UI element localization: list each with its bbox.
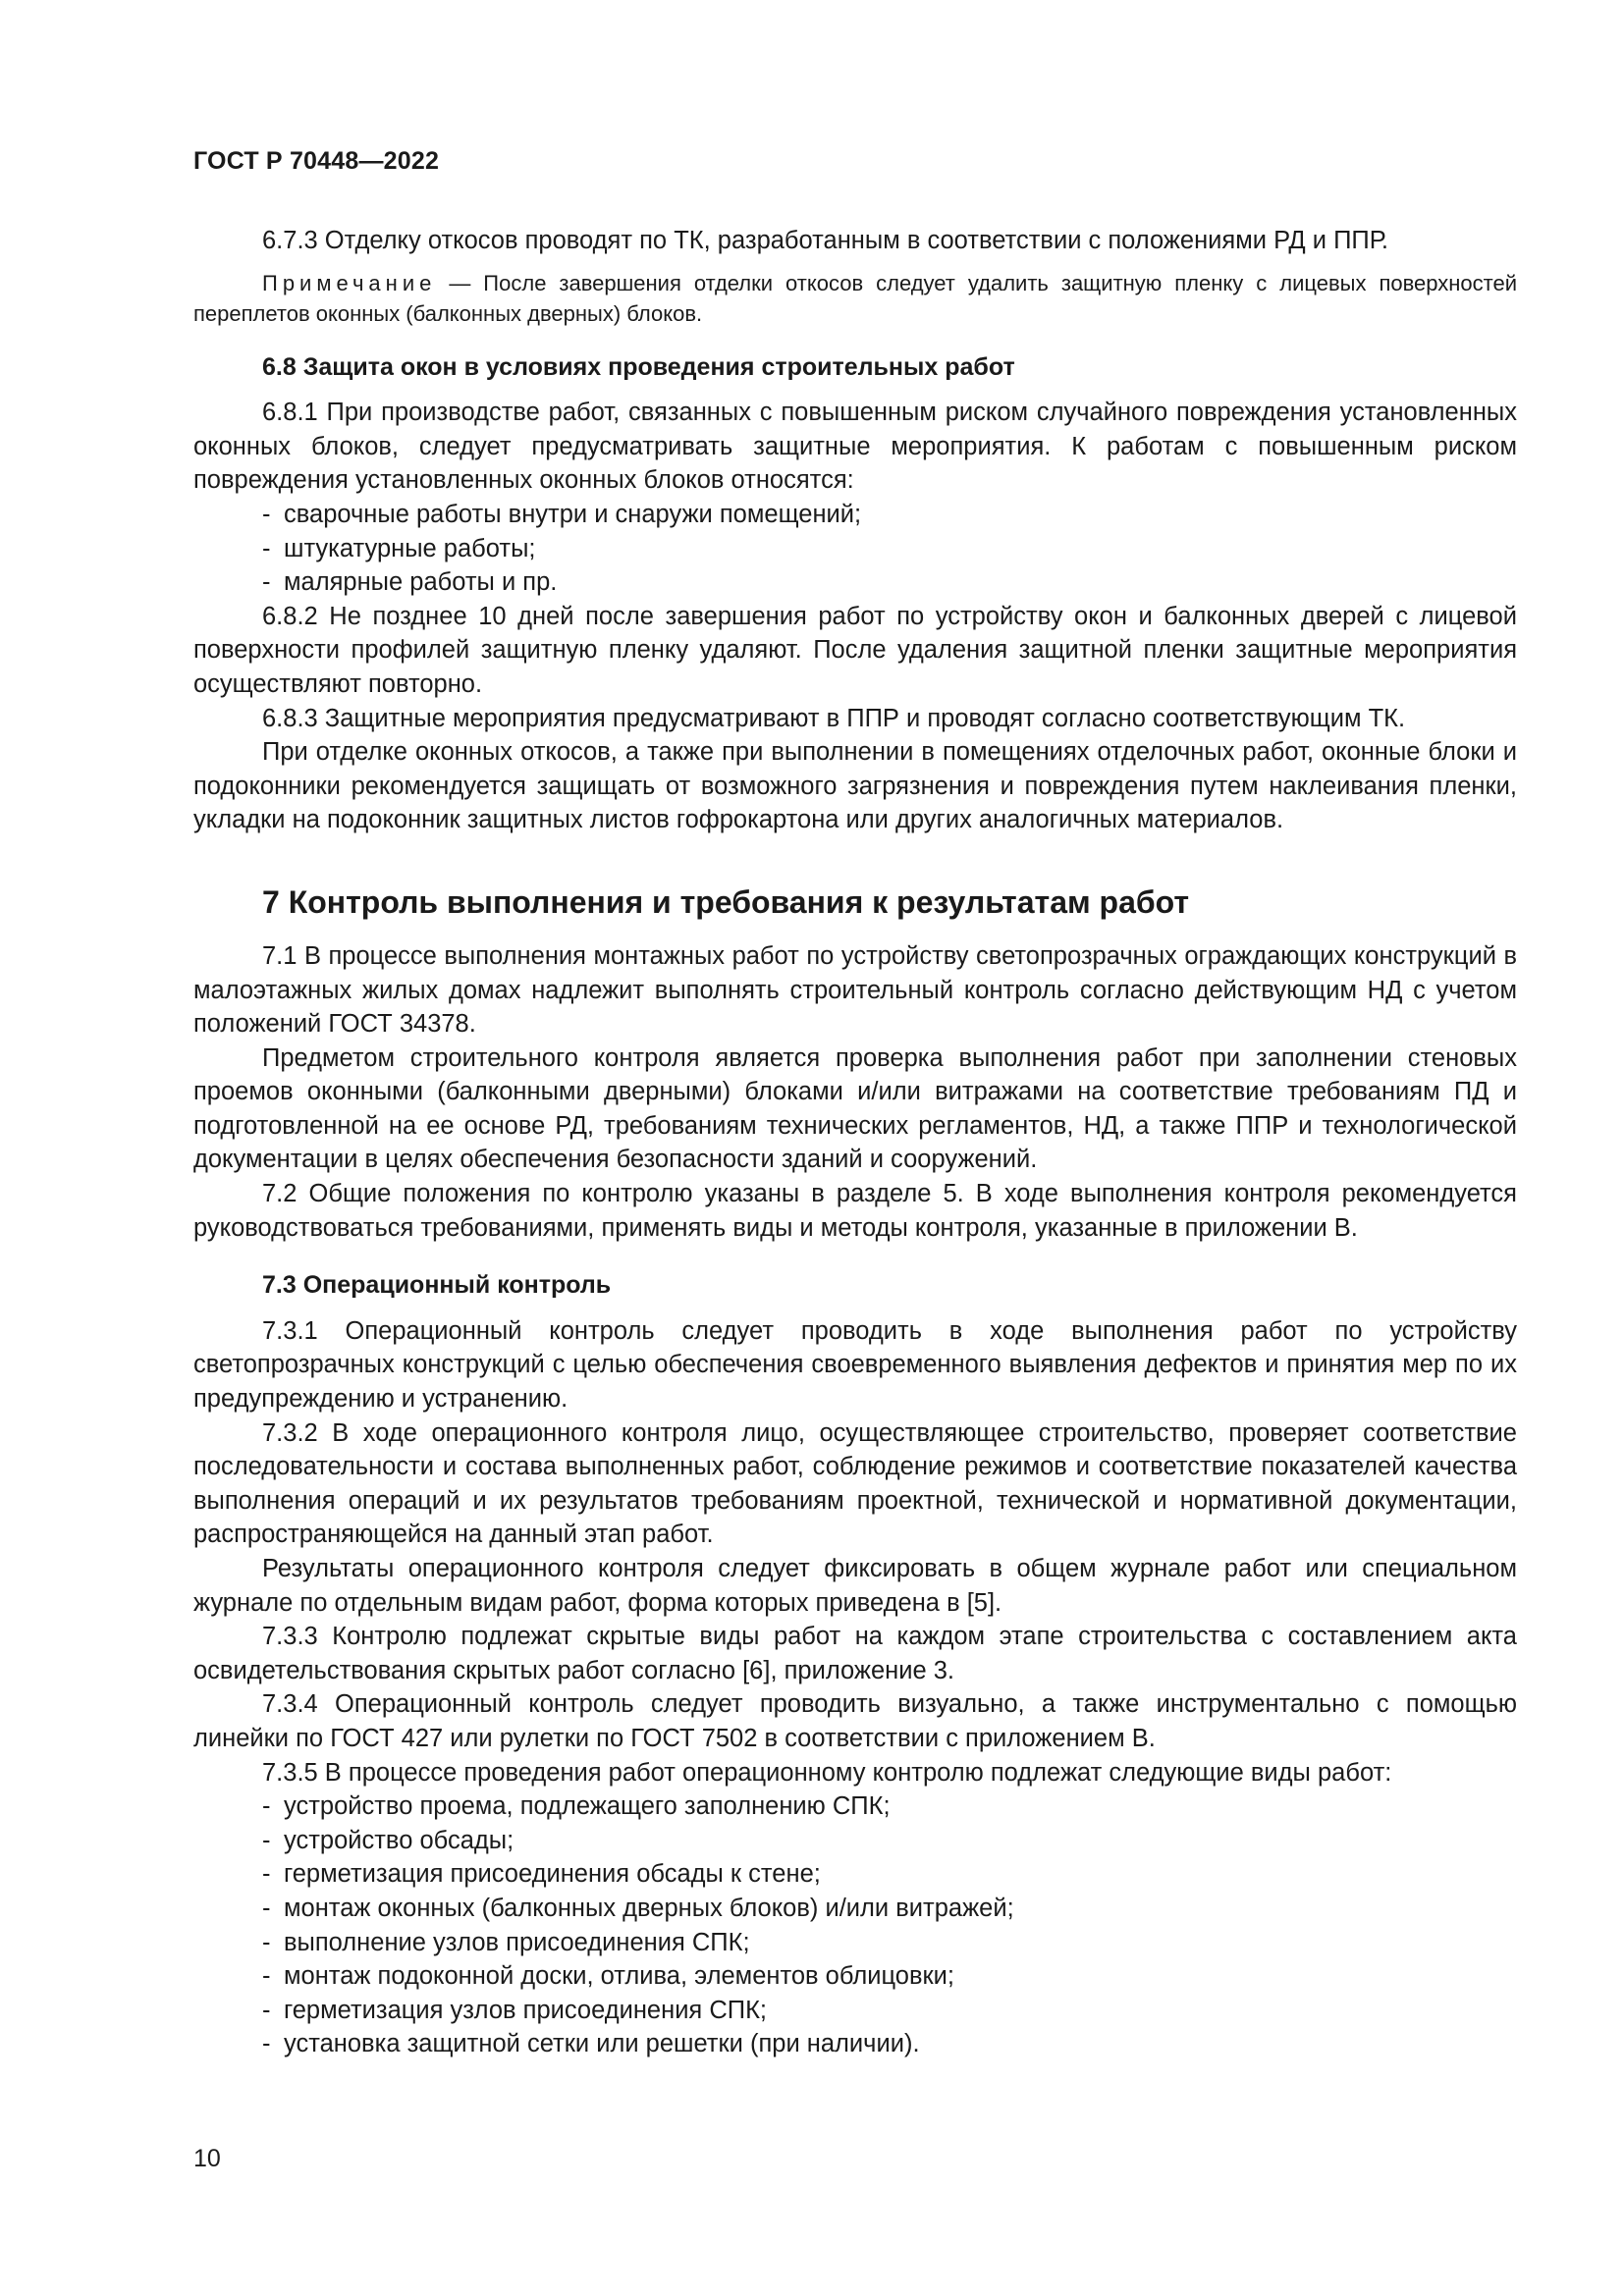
list-item: - монтаж оконных (балконных дверных блоков) и/или витражей; bbox=[262, 1894, 1014, 1922]
note-label: Примечание bbox=[262, 270, 437, 295]
heading-6-8: 6.8 Защита окон в условиях проведения строительных работ bbox=[262, 352, 1015, 381]
paragraph-7-3-4: 7.3.4 Операционный контроль следует проводить визуально, а также инструментально с помощью линейки по ГОСТ 427 или рулетки по ГОСТ 7502 в соответствии с приложением В. bbox=[193, 1690, 1517, 1752]
paragraph-7-3-2: 7.3.2 В ходе операционного контроля лицо, осуществляющее строительство, проверяет соответствие последовательности и состава выполненных работ, соблюдение режимов и соответствие показателей качества выполнения операций и их результатов требованиям проектной, технической и нормативной документации, распространяющейся на данный этап работ. bbox=[193, 1418, 1517, 1549]
list-item: - устройство проема, подлежащего заполнению СПК; bbox=[262, 1792, 891, 1821]
paragraph-7-3-5: 7.3.5 В процессе проведения работ операционному контролю подлежат следующие виды работ: bbox=[262, 1758, 1392, 1787]
paragraph-6-8-3-continued: При отделке оконных откосов, а также при выполнении в помещениях отделочных работ, оконные блоки и подоконники рекомендуется защищать от возможного загрязнения и повреждения путем наклеивания пленки, укладки на подоконник защитных листов гофрокартона или других аналогичных материалов. bbox=[193, 738, 1517, 834]
paragraph-7-1: 7.1 В процессе выполнения монтажных работ по устройству светопрозрачных ограждающих конструкций в малоэтажных жилых домах надлежит выполнять строительный контроль согласно действующим НД с учетом положений ГОСТ 34378. bbox=[193, 941, 1517, 1039]
page-number: 10 bbox=[193, 2145, 221, 2172]
list-item: - герметизация присоединения обсады к стене; bbox=[262, 1860, 821, 1889]
paragraph-7-3-3: 7.3.3 Контролю подлежат скрытые виды работ на каждом этапе строительства с составлением акта освидетельствования скрытых работ согласно [6], приложение 3. bbox=[193, 1623, 1517, 1684]
paragraph-6-8-3: 6.8.3 Защитные мероприятия предусматривают в ППР и проводят согласно соответствующим ТК. bbox=[262, 704, 1406, 732]
note bbox=[193, 268, 1517, 329]
list-item: - установка защитной сетки или решетки (при наличии). bbox=[262, 2030, 920, 2058]
heading-7: 7 Контроль выполнения и требования к результатам работ bbox=[262, 883, 1190, 920]
paragraph-7-2: 7.2 Общие положения по контролю указаны в разделе 5. В ходе выполнения контроля рекомендуется руководствоваться требованиями, применять виды и методы контроля, указанные в приложении В. bbox=[193, 1180, 1517, 1242]
list-item: - монтаж подоконной доски, отлива, элементов облицовки; bbox=[262, 1962, 954, 1991]
paragraph-6-8-1: 6.8.1 При производстве работ, связанных с повышенным риском случайного повреждения установленных оконных блоков, следует предусматривать защитные мероприятия. К работам с повышенным риском повреждения установленных оконных блоков относятся: bbox=[193, 399, 1517, 495]
note-text: — После завершения отделки откосов следует удалить защитную пленку с лицевых поверхностей переплетов оконных (балконных дверных) блоков. bbox=[193, 270, 1517, 326]
list-item: - герметизация узлов присоединения СПК; bbox=[262, 1996, 768, 2024]
paragraph-7-3-2-continued: Результаты операционного контроля следует фиксировать в общем журнале работ или специальном журнале по отдельным видам работ, форма которых приведена в [5]. bbox=[193, 1555, 1517, 1617]
paragraph-6-8-2: 6.8.2 Не позднее 10 дней после завершения работ по устройству окон и балконных дверей с лицевой поверхности профилей защитную пленку удаляют. После удаления защитной пленки защитные мероприятия осуществляют повторно. bbox=[193, 602, 1517, 698]
paragraph-6-7-3: 6.7.3 Отделку откосов проводят по ТК, разработанным в соответствии с положениями РД и ППР. bbox=[262, 227, 1389, 254]
list-item: - устройство обсады; bbox=[262, 1826, 514, 1854]
list-item: - малярные работы и пр. bbox=[262, 568, 558, 597]
list-item: - сварочные работы внутри и снаружи помещений; bbox=[262, 500, 862, 528]
paragraph-7-3-1: 7.3.1 Операционный контроль следует проводить в ходе выполнения работ по устройству светопрозрачных конструкций с целью обеспечения своевременного выявления дефектов и принятия мер по их предупреждению и устранению. bbox=[193, 1316, 1517, 1414]
heading-7-3: 7.3 Операционный контроль bbox=[262, 1271, 612, 1300]
list-item: - выполнение узлов присоединения СПК; bbox=[262, 1928, 750, 1956]
document-body bbox=[193, 224, 1517, 2061]
paragraph-7-1-continued: Предметом строительного контроля является проверка выполнения работ при заполнении стеновых проемов оконными (балконными дверными) блоками и/или витражами на соответствие требованиям ПД и подготовленной на ее основе РД, требованиям технических регламентов, НД, а также ППР и технологической документации в целях обеспечения безопасности зданий и сооружений. bbox=[193, 1043, 1517, 1174]
list-item: - штукатурные работы; bbox=[262, 534, 536, 562]
document-header: ГОСТ Р 70448—2022 bbox=[193, 147, 440, 175]
